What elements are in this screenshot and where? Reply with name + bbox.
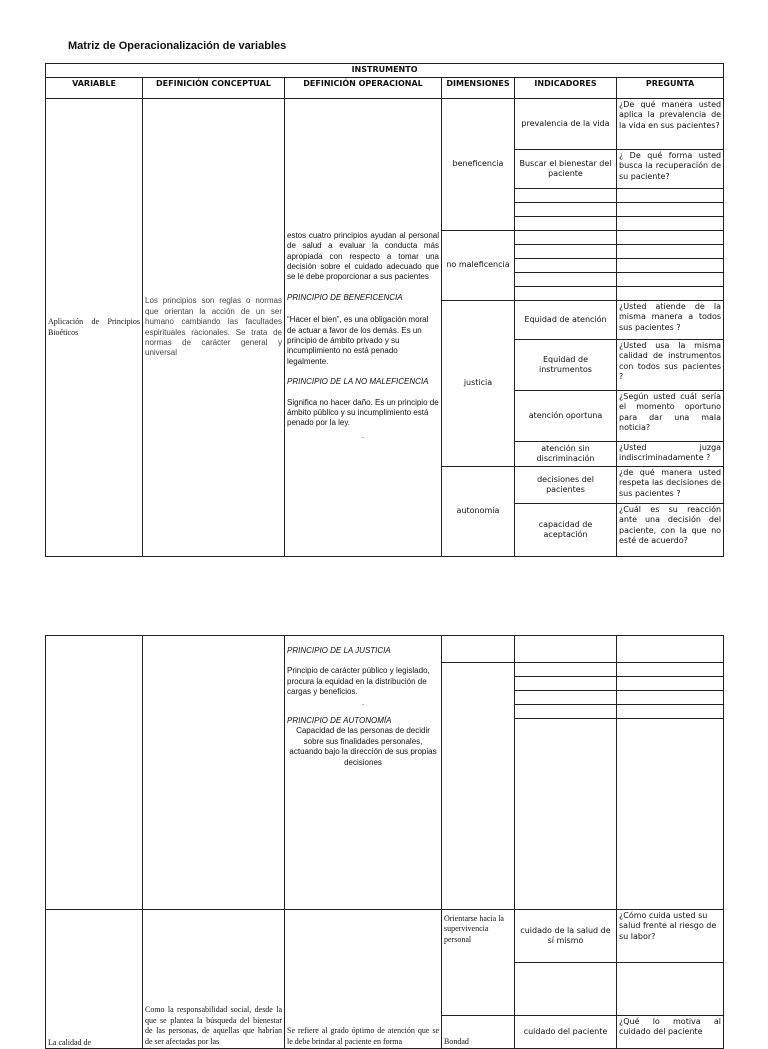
empty-cell xyxy=(617,217,724,231)
dimension-supervivencia: Orientarse hacia la supervivencia personal xyxy=(442,910,515,1016)
empty-cell xyxy=(617,691,724,705)
dimension-autonomia: autonomía xyxy=(442,467,515,557)
principle-nonmaleficence-text: Significa no hacer daño. Es un principio de ámbito público y su incumplimiento está penado por la ley. xyxy=(287,397,439,428)
question-5: ¿Según usted cuál sería el momento oportuno para dar una mala noticia? xyxy=(617,391,724,442)
conceptual-definition: Los principios son reglas o normas que orientan la acción de un ser humano cambiando las facultades espirituales racionales. Se trata de normas de carácter general y universal xyxy=(145,296,282,358)
empty-cell xyxy=(515,273,617,287)
indicator-salud-propia: cuidado de la salud de sí mismo xyxy=(515,910,617,963)
principle-beneficence-text: “Hacer el bien”, es una obligación moral de actuar a favor de los demás. Es un principio de ámbito privado y su incumplimiento no está penado legalmente. xyxy=(287,315,429,366)
operational-definition-cell xyxy=(285,99,442,557)
empty-cell xyxy=(617,273,724,287)
question-1: ¿De qué manera usted aplica la prevalencia de la vida en sus pacientes? xyxy=(617,99,724,150)
question-9: ¿Cómo cuida usted su salud frente al riesgo de su labor? xyxy=(617,910,724,963)
operationalization-table-continued xyxy=(45,635,724,1049)
document-title: Matriz de Operacionalización de variables xyxy=(68,40,287,52)
empty-conceptual-cell xyxy=(143,636,285,910)
indicator-sin-discriminacion: atención sin discriminación xyxy=(515,442,617,467)
dimension-no-maleficencia: no maleficencia xyxy=(442,231,515,301)
col-header-variable: VARIABLE xyxy=(46,78,143,99)
principle-nonmaleficence-heading: PRINCIPIO DE LA NO MALEFICENCIA xyxy=(287,377,429,387)
instrument-header: INSTRUMENTO xyxy=(46,64,724,78)
indicator-cuidado-paciente: cuidado del paciente xyxy=(515,1016,617,1049)
empty-cell xyxy=(515,636,617,663)
empty-cell xyxy=(617,287,724,301)
col-header-conceptual: DEFINICIÓN CONCEPTUAL xyxy=(143,78,285,99)
empty-cell xyxy=(617,663,724,677)
empty-cell xyxy=(617,705,724,719)
variable-cell-2 xyxy=(46,910,143,1049)
variable-cell xyxy=(46,99,143,557)
empty-cell xyxy=(515,259,617,273)
dimension-beneficencia: beneficencia xyxy=(442,99,515,231)
empty-cell xyxy=(617,203,724,217)
conceptual-definition-cell-2 xyxy=(143,910,285,1049)
empty-cell xyxy=(515,963,617,1016)
question-7: ¿de qué manera usted respeta las decisiones de sus pacientes ? xyxy=(617,467,724,504)
operational-definition-cell-2 xyxy=(285,636,442,910)
empty-cell xyxy=(515,203,617,217)
indicator-atencion-oportuna: atención oportuna xyxy=(515,391,617,442)
empty-cell xyxy=(515,189,617,203)
empty-cell xyxy=(515,677,617,691)
empty-variable-cell xyxy=(46,636,143,910)
indicator-equidad-instrumentos: Equidad de instrumentos xyxy=(515,340,617,391)
empty-cell xyxy=(617,677,724,691)
principle-justice-heading: PRINCIPIO DE LA JUSTICIA xyxy=(287,646,391,655)
empty-cell xyxy=(515,245,617,259)
empty-cell xyxy=(617,259,724,273)
empty-cell xyxy=(515,231,617,245)
indicator-equidad-atencion: Equidad de atención xyxy=(515,301,617,340)
indicator-aceptacion: capacidad de aceptación xyxy=(515,504,617,557)
empty-cell xyxy=(617,189,724,203)
question-8: ¿Cuál es su reacción ante una decisión del paciente, con la que no esté de acuerdo? xyxy=(617,504,724,557)
indicator-prevalencia: prevalencia de la vida xyxy=(515,99,617,150)
principle-beneficence-heading: PRINCIPIO DE BENEFICENCIA xyxy=(287,292,403,302)
question-2: ¿ De qué forma usted busca la recuperación de su paciente? xyxy=(617,150,724,189)
empty-cell xyxy=(515,663,617,677)
empty-cell xyxy=(515,691,617,705)
col-header-dimensions: DIMENSIONES xyxy=(442,78,515,99)
operational-intro: estos cuatro principios ayudan al personal de salud a evaluar la conducta más apropiada con respecto a tomar una decisión sobre el cuidado adecuado que se le debe proporcionar a sus pacientes xyxy=(287,230,439,282)
col-header-question: PREGUNTA xyxy=(617,78,724,99)
empty-cell xyxy=(617,245,724,259)
variable-name: Aplicación de Principios Bioéticos xyxy=(48,317,140,337)
dimension-bondad: Bondad xyxy=(442,1016,515,1049)
empty-cell xyxy=(617,636,724,663)
col-header-indicators: INDICADORES xyxy=(515,78,617,99)
conceptual-definition-cell xyxy=(143,99,285,557)
empty-cell xyxy=(617,719,724,910)
question-3: ¿Usted atiende de la misma manera a todos sus pacientes ? xyxy=(617,301,724,340)
empty-cell xyxy=(442,663,515,910)
principle-justice-text: Principio de carácter público y legislado, procura la equidad en la distribución de cargas y beneficios. xyxy=(287,666,430,697)
operationalization-table xyxy=(45,63,724,557)
variable-name-2: La calidad de xyxy=(48,1037,92,1047)
indicator-bienestar: Buscar el bienestar del paciente xyxy=(515,150,617,189)
question-4: ¿Usted usa la misma calidad de instrumentos con todos sus pacientes ? xyxy=(617,340,724,391)
empty-cell xyxy=(617,231,724,245)
dimension-justicia: justicia xyxy=(442,301,515,467)
empty-cell xyxy=(617,963,724,1016)
question-6: ¿Usted juzga indiscriminadamente ? xyxy=(617,442,724,467)
empty-cell xyxy=(515,217,617,231)
empty-cell xyxy=(515,705,617,719)
question-10: ¿Qué lo motiva al cuidado del paciente xyxy=(617,1016,724,1049)
indicator-decisiones: decisiones del pacientes xyxy=(515,467,617,504)
col-header-operational: DEFINICIÓN OPERACIONAL xyxy=(285,78,442,99)
empty-cell xyxy=(515,287,617,301)
principle-autonomy-text: Capacidad de las personas de decidir sobre sus finalidades personales, actuando bajo la dirección de sus propias decisiones xyxy=(289,726,437,767)
operational-definition-2: Se refiere al grado óptimo de atención que se le debe brindar al paciente en forma xyxy=(287,1026,439,1046)
empty-cell xyxy=(442,636,515,663)
dot-mark: . xyxy=(361,430,365,440)
principle-autonomy-heading: PRINCIPIO DE AUTONOMÍA xyxy=(287,715,392,725)
empty-cell xyxy=(515,719,617,910)
dot-mark: . xyxy=(361,697,365,707)
conceptual-definition-2: Como la responsabilidad social, desde la que se plantea la búsqueda del bienestar de las personas, de aquellas que habrían de ser afectadas por las xyxy=(145,1005,282,1046)
operational-definition-cell-3 xyxy=(285,910,442,1049)
